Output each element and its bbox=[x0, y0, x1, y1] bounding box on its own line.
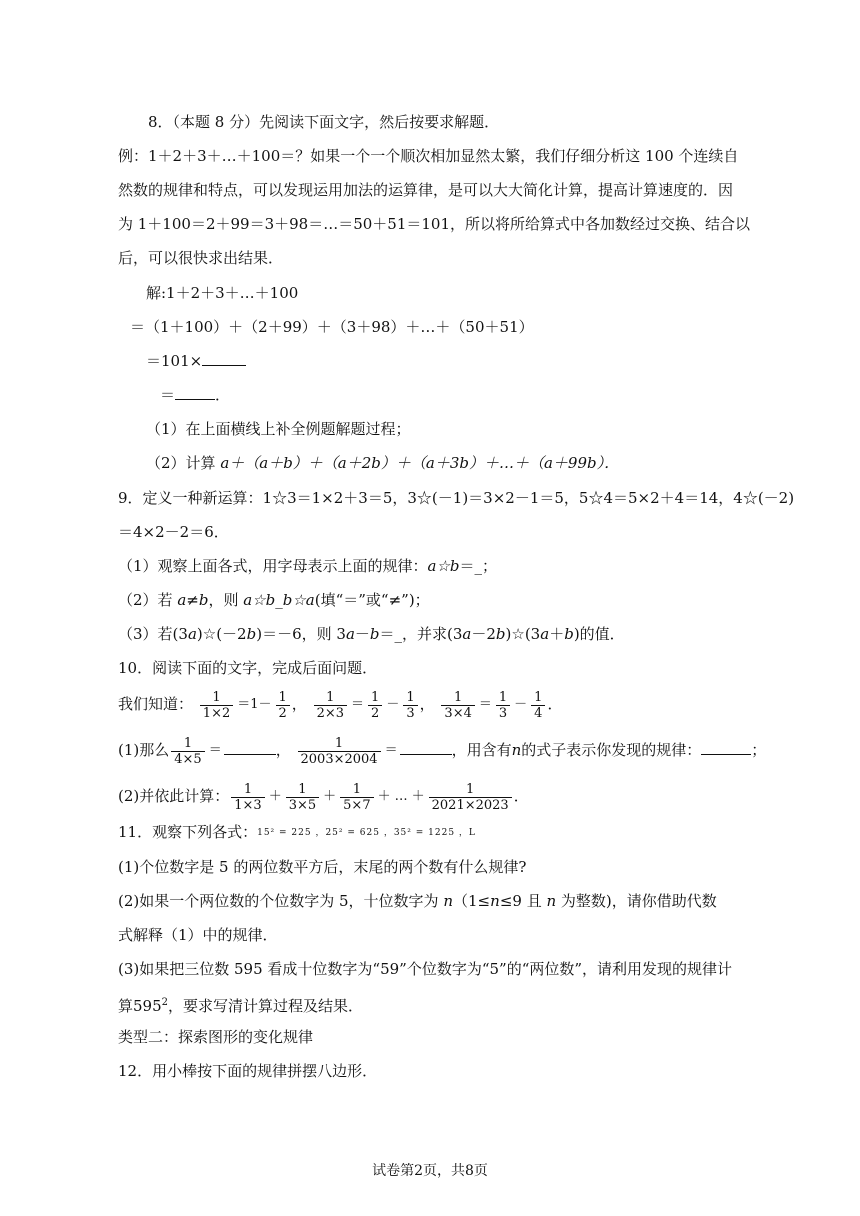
q8-solution-3: ＝101× bbox=[146, 351, 246, 371]
q11-sub-3-cont: 算$595^2$，要求写清计算过程及结果． bbox=[118, 997, 364, 1015]
answer-blank bbox=[701, 740, 751, 755]
q11-sub-2-cont: 式解释（1）中的规律． bbox=[118, 926, 278, 944]
fraction: $\frac{1}{5\times 7}$ bbox=[340, 782, 373, 813]
q12-title: 12．用小棒按下面的规律拼摆八边形． bbox=[118, 1062, 378, 1080]
fraction: $\frac{1}{1\times 2}$ bbox=[200, 690, 233, 721]
fraction: $\frac{1}{3\times 4}$ bbox=[441, 690, 474, 721]
q9-line-1: 9．定义一种新运算：1☆3＝1×2＋3＝5，3☆(－1)＝3×2－1＝5，5☆4＝5×2＋4＝14，4☆(－2) bbox=[118, 489, 795, 507]
answer-blank bbox=[224, 740, 276, 755]
q10-sub-1: (1)那么 $\frac{1}{4\times 5}$ ＝ ， $\frac{1}{2003\times 2004}$ ＝ ，用含有n的式子表示你发现的规律： ； bbox=[118, 735, 767, 767]
fraction: $\frac{1}{2021\times 2023}$ bbox=[429, 782, 512, 813]
fraction: $\frac{1}{2\times 3}$ bbox=[314, 690, 347, 721]
answer-blank bbox=[202, 351, 246, 366]
q11-equations: 15² = 225 ，25² = 625 ，35² = 1225 ，L bbox=[257, 828, 476, 838]
q9-sub-2: （2）若 a≠b，则 a☆b_b☆a(填“＝”或“≠”)； bbox=[118, 591, 430, 609]
q8-paragraph-4: 后，可以很快求出结果． bbox=[118, 249, 284, 267]
fraction: $\frac{1}{2}$ bbox=[368, 690, 382, 721]
q8-solution-1: 解:1＋2＋3＋…＋100 bbox=[146, 284, 299, 302]
q11-sub-2: (2)如果一个两位数的个位数字为 5，十位数字为 n（1≤n≤9 且 n 为整数)，请你借助代数 bbox=[118, 892, 717, 910]
q9-sub-1: （1）观察上面各式，用字母表示上面的规律：a☆b＝_； bbox=[118, 557, 498, 575]
q8-solution-2: ＝（1＋100）＋（2＋99）＋（3＋98）＋…＋（50＋51） bbox=[130, 318, 534, 336]
q8-paragraph-1: 例：1＋2＋3＋…＋100＝？如果一个一个顺次相加显然太繁，我们仔细分析这 100 个连续自 bbox=[118, 147, 739, 165]
fraction: $\frac{1}{2003\times 2004}$ bbox=[298, 736, 381, 767]
q8-solution-4: ＝ ． bbox=[160, 386, 231, 404]
q9-sub-3: （3）若(3a)☆(－2b)＝－6，则 3a－b＝_，并求(3a－2b)☆(3a＋b)的值． bbox=[118, 625, 625, 643]
fraction: $\frac{1}{4}$ bbox=[531, 690, 545, 721]
q8-sub-2: （2）计算 a＋（a＋b）＋（a＋2b）＋（a＋3b）＋…＋（a＋99b）． bbox=[146, 454, 620, 472]
page-footer: 试卷第2页，共8页 bbox=[372, 1163, 488, 1179]
fraction: $\frac{1}{4\times 5}$ bbox=[171, 736, 204, 767]
section-type-2: 类型二：探索图形的变化规律 bbox=[118, 1028, 314, 1046]
q10-sub-2: (2)并依此计算： $\frac{1}{1\times 3}$ ＋ $\frac{1}{3\times 5}$ ＋ $\frac{1}{5\times 7}$ ＋ … ＋ $\frac{1}{2021\times 2023}$ ． bbox=[118, 781, 529, 813]
q8-sub-1: （1）在上面横线上补全例题解题过程； bbox=[146, 420, 411, 438]
q9-line-2: ＝4×2－2＝6． bbox=[118, 523, 229, 541]
q8-paragraph-3: 为 1＋100＝2＋99＝3＋98＝…＝50＋51＝101，所以将所给算式中各加数经过交换、结合以 bbox=[118, 215, 751, 233]
q10-title: 10．阅读下面的文字，完成后面问题． bbox=[118, 659, 378, 677]
answer-blank bbox=[400, 740, 452, 755]
fraction: $\frac{1}{3\times 5}$ bbox=[286, 782, 319, 813]
q8-title: 8．（本题 8 分）先阅读下面文字，然后按要求解题． bbox=[148, 113, 500, 131]
fraction: $\frac{1}{3}$ bbox=[496, 690, 510, 721]
q11-sub-1: (1)个位数字是 5 的两位数平方后，末尾的两个数有什么规律? bbox=[118, 858, 527, 876]
fraction: $\frac{1}{1\times 3}$ bbox=[231, 782, 264, 813]
q8-paragraph-2: 然数的规律和特点，可以发现运用加法的运算律，是可以大大简化计算，提高计算速度的．因 bbox=[118, 181, 734, 199]
fraction: $\frac{1}{3}$ bbox=[403, 690, 417, 721]
answer-blank bbox=[175, 385, 215, 400]
q10-known: 我们知道： $\frac{1}{1\times 2}$ ＝1－ $\frac{1}{2}$ ， $\frac{1}{2\times 3}$ ＝ $\frac{1}{2}$ － $\frac{1}{3}$ ， $\frac{1}{3\times 4}$ ＝ $\frac{1}{3}$ － $\frac{1}{4}$ ． bbox=[118, 689, 563, 721]
q11-line-1: 11．观察下列各式：15² = 225 ，25² = 625 ，35² = 1225 ，L bbox=[118, 823, 476, 841]
fraction: $\frac{1}{2}$ bbox=[276, 690, 290, 721]
q11-sub-3: (3)如果把三位数 595 看成十位数字为“59”个位数字为“5”的“两位数”，请利用发现的规律计 bbox=[118, 960, 733, 978]
